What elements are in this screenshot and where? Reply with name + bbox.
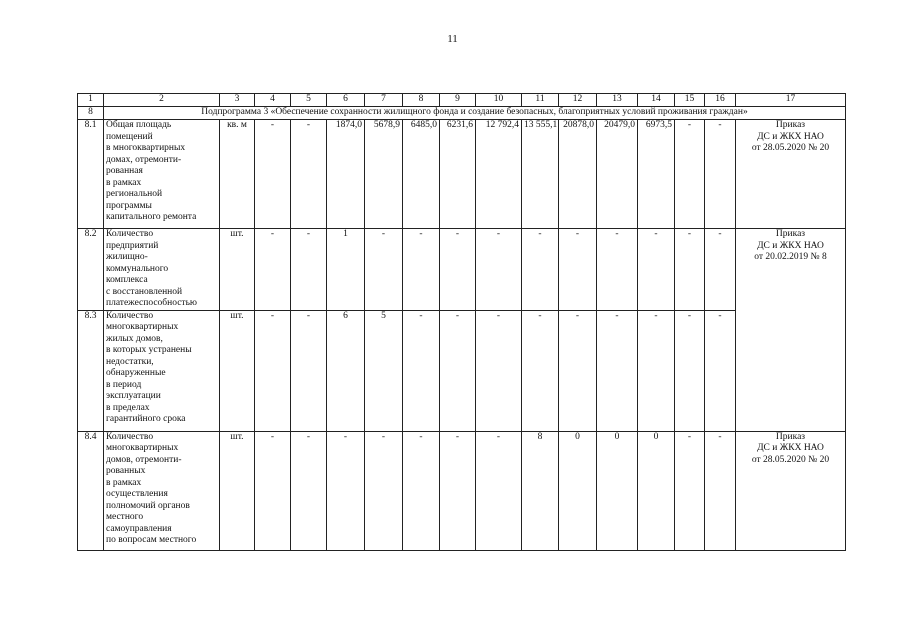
column-number: 1 xyxy=(78,94,104,107)
section-number: 8 xyxy=(78,107,104,120)
value-cell: 1 xyxy=(327,229,365,311)
value-cell: - xyxy=(559,229,597,311)
text-line: обнаруженные xyxy=(106,368,166,378)
text-line: многоквартирных xyxy=(106,443,179,453)
value-cell: - xyxy=(291,229,327,311)
value-cell: - xyxy=(365,431,403,550)
value-cell: 20479,0 xyxy=(597,120,638,229)
text-line: от 28.05.2020 № 20 xyxy=(751,454,830,465)
row-number: 8.2 xyxy=(78,229,104,311)
value-cell: 6485,0 xyxy=(403,120,440,229)
text-line: в которых устранены xyxy=(106,345,192,355)
column-number: 9 xyxy=(440,94,476,107)
value-cell: 6 xyxy=(327,310,365,431)
reference-cell xyxy=(736,229,846,432)
text-line: по вопросам местного xyxy=(106,535,197,545)
text-line: комплекса xyxy=(106,275,148,285)
value-cell: 12 792,4 xyxy=(476,120,522,229)
text-line: Приказ xyxy=(775,120,806,130)
value-cell: - xyxy=(522,310,559,431)
value-cell: 8 xyxy=(522,431,559,550)
unit-cell: шт. xyxy=(220,310,255,431)
value-cell: - xyxy=(675,229,705,311)
table-row xyxy=(78,120,846,229)
column-number: 12 xyxy=(559,94,597,107)
value-cell: - xyxy=(675,431,705,550)
column-number: 17 xyxy=(736,94,846,107)
value-cell: - xyxy=(476,310,522,431)
text-line: местного xyxy=(106,512,144,522)
text-line: гарантийного срока xyxy=(106,414,186,424)
value-cell: - xyxy=(440,229,476,311)
value-cell: - xyxy=(403,431,440,550)
text-line: Количество xyxy=(106,229,154,239)
value-cell: - xyxy=(705,431,736,550)
value-cell: - xyxy=(705,120,736,229)
value-cell: - xyxy=(291,120,327,229)
unit-cell: шт. xyxy=(220,229,255,311)
section-title: Подпрограмма 3 «Обеспечение сохранности жилищного фонда и создание безопасных, благоприятных условий проживания граждан» xyxy=(104,107,846,120)
column-number: 5 xyxy=(291,94,327,107)
text-line: коммунального xyxy=(106,263,169,274)
table-row xyxy=(78,431,846,550)
text-line: от 28.05.2020 № 20 xyxy=(751,143,830,153)
column-number: 15 xyxy=(675,94,705,107)
value-cell: - xyxy=(705,229,736,311)
text-line: самоуправления xyxy=(106,523,172,534)
text-line: Приказ xyxy=(775,229,806,239)
unit-cell: кв. м xyxy=(220,120,255,229)
value-cell: 5678,9 xyxy=(365,120,403,229)
column-number: 3 xyxy=(220,94,255,107)
text-line: домов, отремонти- xyxy=(106,454,182,465)
text-line: предприятий xyxy=(106,240,159,251)
text-line: многоквартирных xyxy=(106,322,179,332)
value-cell: - xyxy=(597,229,638,311)
value-cell: - xyxy=(440,310,476,431)
column-number: 7 xyxy=(365,94,403,107)
text-line: в многоквартирных xyxy=(106,143,186,153)
text-line: Количество xyxy=(106,310,154,321)
value-cell: - xyxy=(476,229,522,311)
value-cell: 13 555,1 xyxy=(522,120,559,229)
indicator-name xyxy=(104,431,220,550)
value-cell: - xyxy=(291,310,327,431)
text-line: Приказ xyxy=(775,431,806,442)
text-line: с восстановленной xyxy=(106,286,183,297)
value-cell: - xyxy=(255,431,291,550)
value-cell: - xyxy=(675,310,705,431)
text-line: от 20.02.2019 № 8 xyxy=(754,252,827,262)
value-cell: 6231,6 xyxy=(440,120,476,229)
text-line: полномочий органов xyxy=(106,500,190,511)
text-line: ДС и ЖКХ НАО xyxy=(757,131,824,142)
reference-cell xyxy=(736,120,846,229)
column-number: 6 xyxy=(327,94,365,107)
value-cell: - xyxy=(403,229,440,311)
column-number-row xyxy=(78,94,846,107)
column-number: 13 xyxy=(597,94,638,107)
value-cell: - xyxy=(255,229,291,311)
column-number: 8 xyxy=(403,94,440,107)
text-line: Общая площадь xyxy=(106,120,172,130)
value-cell: 0 xyxy=(597,431,638,550)
value-cell: 1874,0 xyxy=(327,120,365,229)
value-cell: 20878,0 xyxy=(559,120,597,229)
indicator-name xyxy=(104,310,220,431)
value-cell: - xyxy=(365,229,403,311)
value-cell: - xyxy=(327,431,365,550)
reference-cell xyxy=(736,431,846,550)
value-cell: - xyxy=(476,431,522,550)
value-cell: - xyxy=(638,310,675,431)
text-line: ДС и ЖКХ НАО xyxy=(757,240,824,251)
value-cell: 0 xyxy=(638,431,675,550)
value-cell: - xyxy=(597,310,638,431)
value-cell: - xyxy=(559,310,597,431)
column-number: 11 xyxy=(522,94,559,107)
text-line: региональной xyxy=(106,189,163,199)
text-line: недостатки, xyxy=(106,356,154,367)
value-cell: - xyxy=(675,120,705,229)
column-number: 2 xyxy=(104,94,220,107)
row-number: 8.4 xyxy=(78,431,104,550)
text-line: помещений xyxy=(106,131,153,142)
text-line: жилых домов, xyxy=(106,333,163,344)
value-cell: - xyxy=(255,310,291,431)
indicators-table xyxy=(77,93,846,551)
column-number: 4 xyxy=(255,94,291,107)
column-number: 16 xyxy=(705,94,736,107)
text-line: в период xyxy=(106,379,142,390)
value-cell: 0 xyxy=(559,431,597,550)
text-line: в рамках xyxy=(106,477,142,488)
text-line: домах, отремонти- xyxy=(106,154,182,165)
value-cell: - xyxy=(638,229,675,311)
row-number: 8.3 xyxy=(78,310,104,431)
text-line: осуществления xyxy=(106,489,168,499)
value-cell: 5 xyxy=(365,310,403,431)
text-line: рованная xyxy=(106,166,143,176)
unit-cell: шт. xyxy=(220,431,255,550)
value-cell: - xyxy=(403,310,440,431)
page-number: 11 xyxy=(447,33,458,45)
text-line: капитального ремонта xyxy=(106,212,197,222)
value-cell: - xyxy=(522,229,559,311)
indicator-name xyxy=(104,229,220,311)
table-row xyxy=(78,310,846,431)
text-line: рованных xyxy=(106,466,146,476)
value-cell: - xyxy=(440,431,476,550)
value-cell: - xyxy=(705,310,736,431)
text-line: жилищно- xyxy=(106,252,148,262)
value-cell: 6973,5 xyxy=(638,120,675,229)
column-number: 10 xyxy=(476,94,522,107)
section-row xyxy=(78,107,846,120)
text-line: эксплуатации xyxy=(106,391,161,401)
row-number: 8.1 xyxy=(78,120,104,229)
value-cell: - xyxy=(291,431,327,550)
text-line: ДС и ЖКХ НАО xyxy=(757,443,824,453)
column-number: 14 xyxy=(638,94,675,107)
value-cell: - xyxy=(255,120,291,229)
text-line: программы xyxy=(106,200,152,211)
text-line: в рамках xyxy=(106,177,142,188)
indicator-name xyxy=(104,120,220,229)
text-line: Количество xyxy=(106,431,154,442)
text-line: платежеспособностью xyxy=(106,298,198,308)
table-row xyxy=(78,229,846,311)
text-line: в пределах xyxy=(106,402,150,413)
